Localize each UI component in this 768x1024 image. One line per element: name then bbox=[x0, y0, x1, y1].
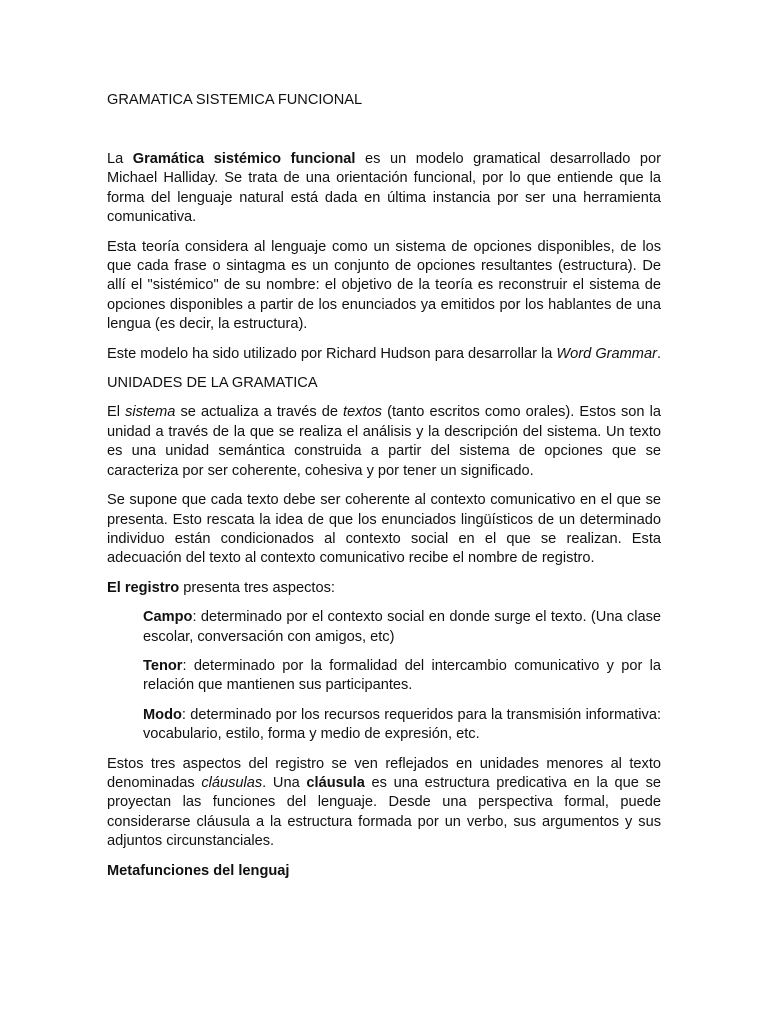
aspect-text: : determinado por el contexto social en donde surge el texto. (Una clase escolar, conversación con amigos, etc) bbox=[143, 609, 661, 645]
paragraph-registro bbox=[107, 579, 661, 598]
text-run: La bbox=[107, 151, 133, 167]
aspect-text: : determinado por la formalidad del intercambio comunicativo y por la relación que mantienen sus participantes. bbox=[143, 657, 661, 694]
aspect-text: : determinado por los recursos requeridos para la transmisión informativa: vocabulario, estilo, forma y medio de expresión, etc. bbox=[143, 706, 661, 743]
paragraph-hudson bbox=[107, 345, 661, 364]
italic-term: textos bbox=[343, 404, 382, 421]
italic-term: Word Grammar bbox=[556, 345, 657, 362]
section-heading-metafunciones: Metafunciones del lenguaj bbox=[107, 862, 290, 879]
text-run: Este modelo ha sido utilizado por Richard Hudson para desarrollar la bbox=[107, 345, 557, 362]
text-run: es una estructura predicativa en la que se proyectan las funciones del lenguaje. Desde una perspectiva formal, puede considerarse cláusula a la estructura formada por un verbo, sus argumentos y sus adjuntos circunstanciales. bbox=[107, 774, 661, 850]
text-run: (tanto escritos como orales). Estos son la unidad a través de la que se realiza el análisis y la descripción del sistema. Un texto es una unidad semántica construida a partir del sistema de opciones que se caracteriza por ser coherente, cohesiva y por tener un significado. bbox=[107, 404, 661, 479]
italic-term: sistema bbox=[125, 404, 176, 421]
section-heading-unidades: UNIDADES DE LA GRAMATICA bbox=[107, 375, 318, 392]
document-body bbox=[107, 150, 661, 881]
bold-term: cláusula bbox=[306, 774, 365, 791]
text-run: . Una bbox=[262, 774, 307, 791]
paragraph-coherencia: Se supone que cada texto debe ser coherente al contexto comunicativo en el que se presenta. Esto rescata la idea de que los enunciados lingüísticos de un determinado individuo están condicionados al contexto social en el que se realizan. Esta adecuación del texto al contexto comunicativo recibe el nombre de registro. bbox=[107, 492, 661, 567]
text-run: . bbox=[656, 345, 662, 362]
text-run: se actualiza a través de bbox=[175, 404, 344, 421]
document-title: GRAMATICA SISTEMICA FUNCIONAL bbox=[107, 92, 363, 108]
aspect-campo bbox=[107, 608, 661, 647]
text-run: Estos tres aspectos del registro se ven reflejados en unidades menores al texto denominadas bbox=[107, 755, 661, 791]
paragraph-clausulas bbox=[107, 755, 661, 852]
text-run: presenta tres aspectos: bbox=[179, 579, 335, 596]
aspect-term: Campo bbox=[143, 609, 193, 626]
aspect-term: Modo bbox=[143, 706, 182, 723]
aspect-term: Tenor bbox=[143, 657, 183, 674]
aspect-modo bbox=[107, 706, 661, 745]
aspect-tenor bbox=[107, 657, 661, 696]
text-run: es un modelo gramatical desarrollado por Michael Halliday. Se trata de una orientación funcional, por lo que entiende que la forma del lenguaje natural está dada en última instancia por ser una herramienta comunicativa. bbox=[107, 151, 661, 226]
paragraph-sistema bbox=[107, 403, 661, 481]
bold-term: Gramática sistémico funcional bbox=[132, 151, 356, 167]
paragraph-theory: Esta teoría considera al lenguaje como un sistema de opciones disponibles, de los que cada frase o sintagma es un conjunto de opciones resultantes (estructura). De allí el "sistémico" de su nombre: el objetivo de la teoría es reconstruir el sistema de opciones disponibles a partir de los enunciados ya emitidos por los hablantes de una lengua (es decir, la estructura). bbox=[107, 238, 661, 333]
bold-term: El registro bbox=[107, 579, 180, 596]
italic-term: cláusulas bbox=[201, 774, 263, 791]
text-run: El bbox=[107, 404, 126, 421]
paragraph-intro bbox=[107, 150, 661, 228]
